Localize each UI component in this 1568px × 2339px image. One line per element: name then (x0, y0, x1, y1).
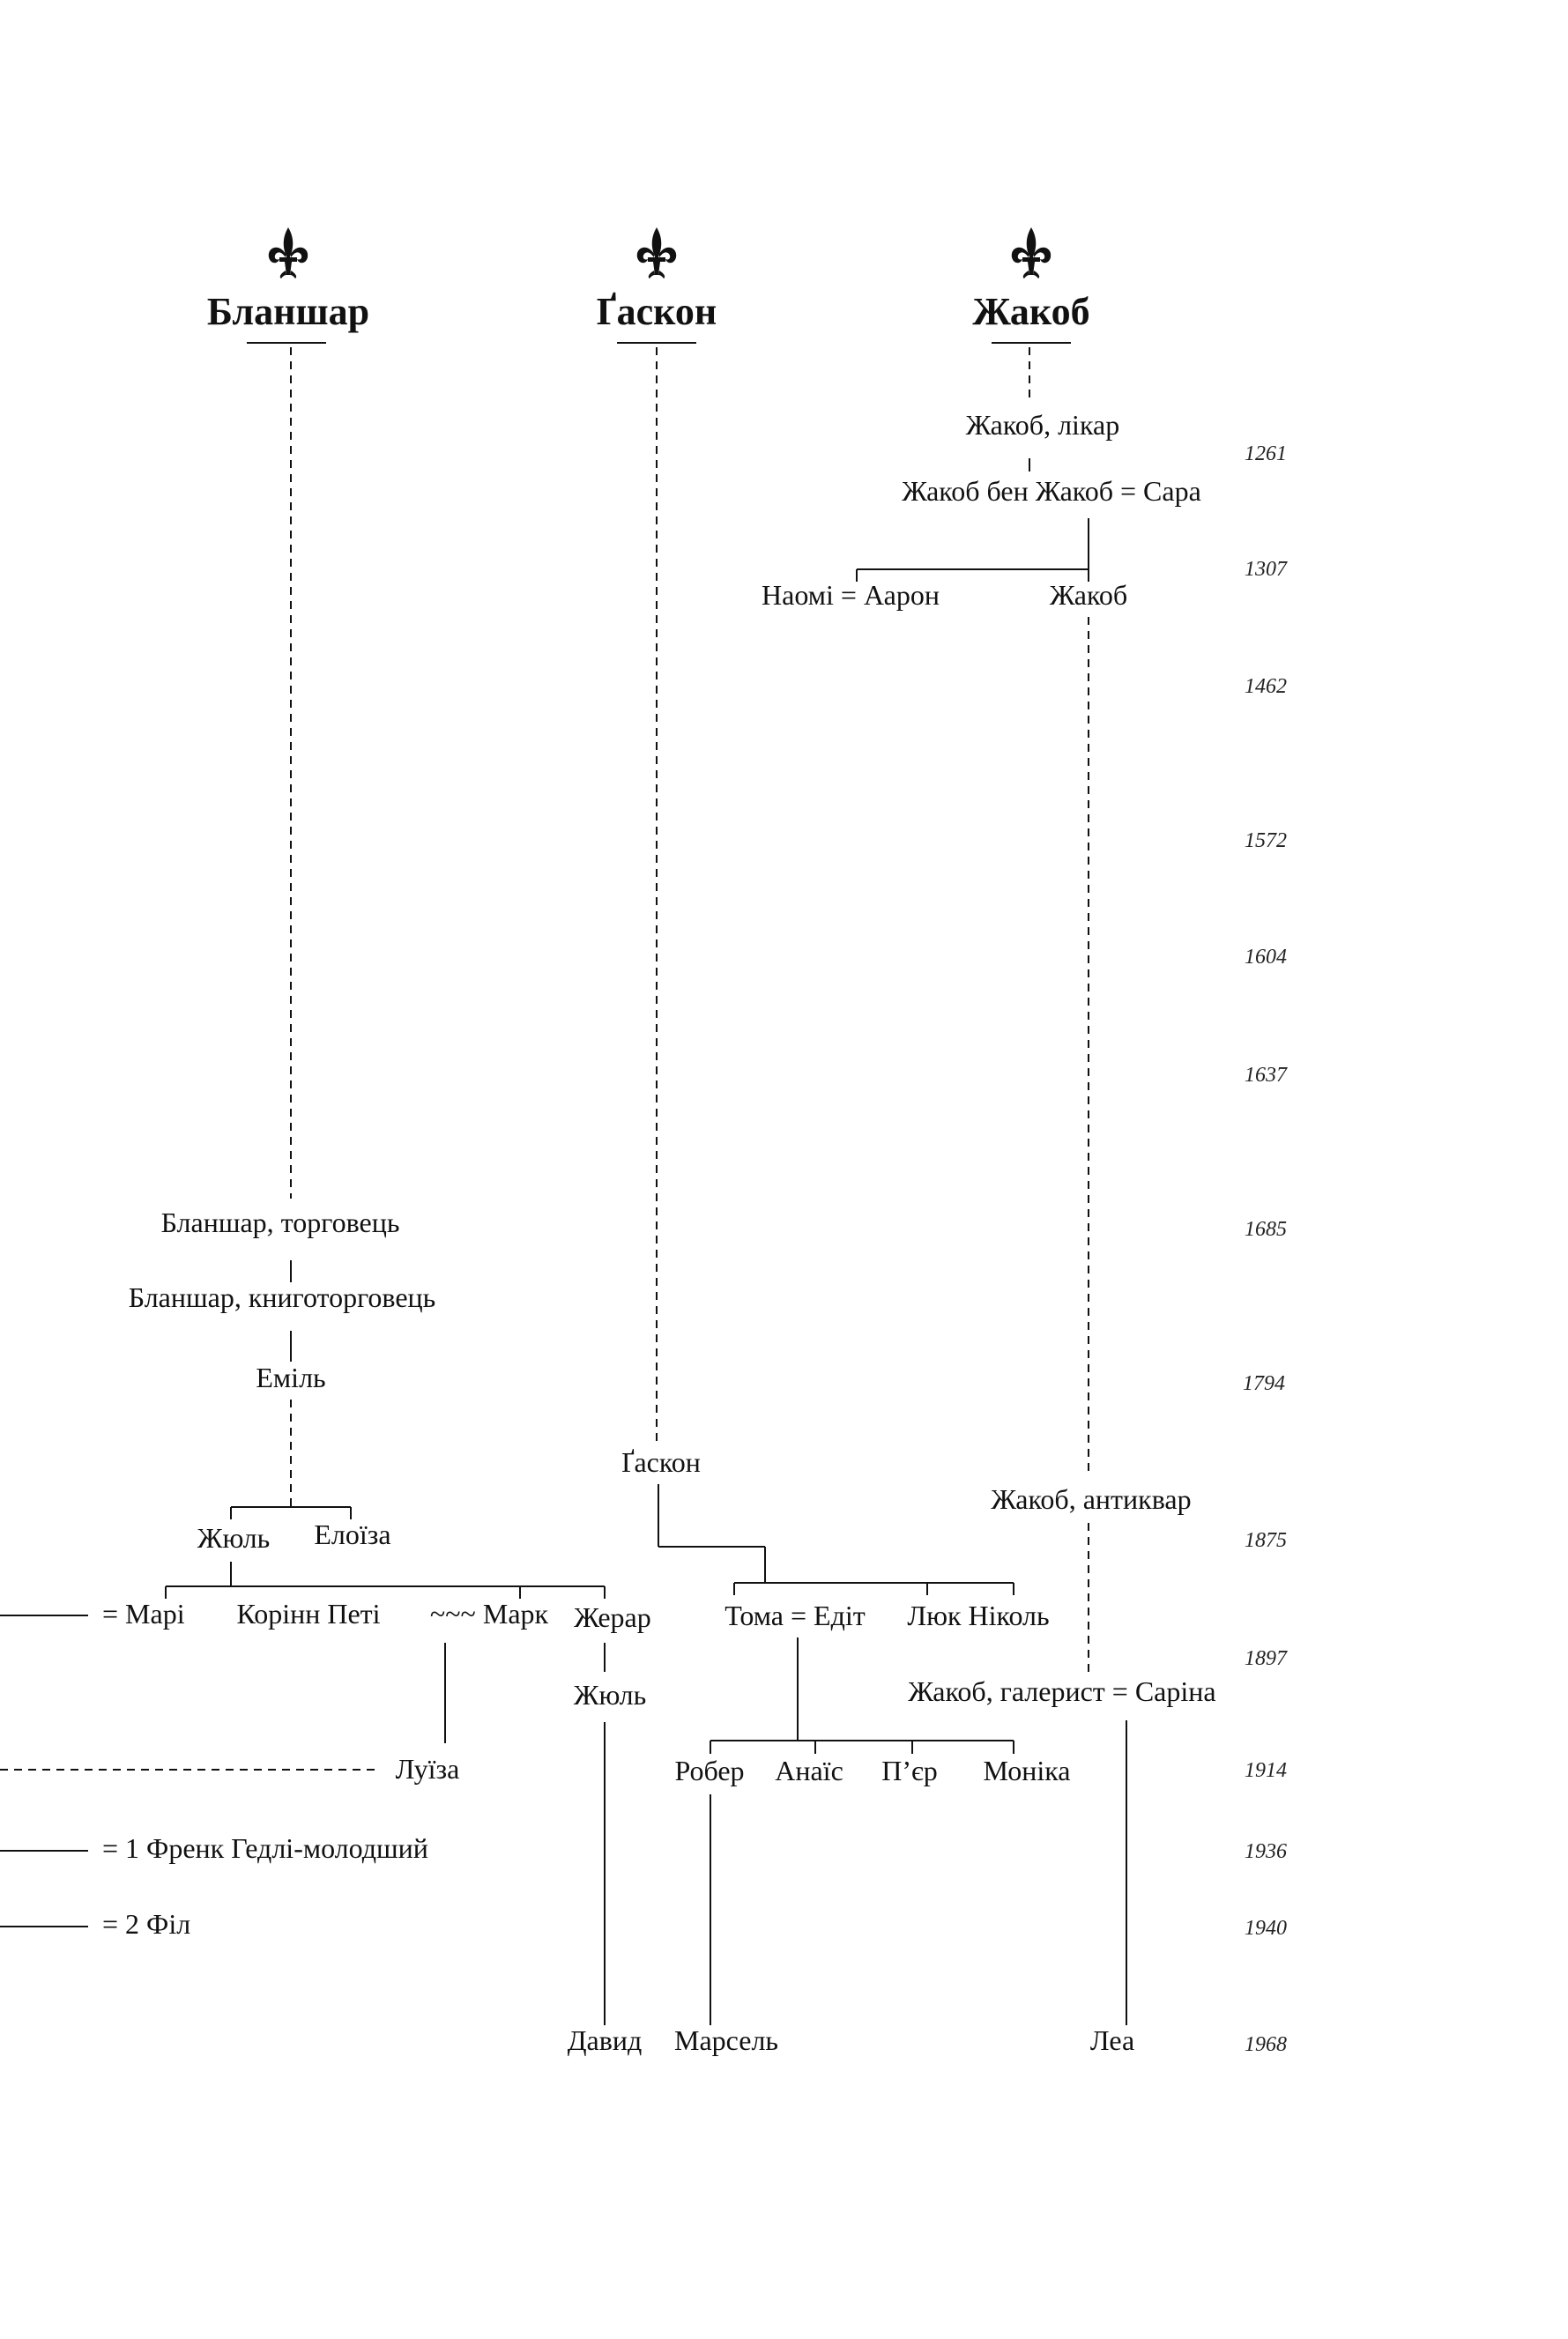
year-label: 1307 (1245, 558, 1287, 581)
person-corinne-petit: Корінн Петі (236, 1598, 381, 1630)
person-emile: Еміль (256, 1362, 326, 1393)
person-pierre: П’єр (881, 1755, 938, 1786)
year-label: 1875 (1245, 1529, 1287, 1552)
year-label: 1936 (1245, 1840, 1287, 1863)
person-luc-nicole: Люк Ніколь (907, 1600, 1050, 1631)
person-blanchard-bookseller: Бланшар, книготорговець (128, 1281, 436, 1313)
person-frank-hadley: = 1 Френк Гедлі-молодший (102, 1832, 428, 1864)
person-marcel: Марсель (673, 2024, 779, 2056)
person-anais: Анаїс (775, 1755, 843, 1786)
year-label: 1604 (1245, 946, 1287, 969)
family-title-gascon: Ґаскон (596, 290, 717, 333)
person-monique: Моніка (983, 1755, 1071, 1786)
person-blanchard-merchant: Бланшар, торговець (160, 1207, 400, 1238)
year-label: 1914 (1245, 1759, 1287, 1782)
person-phil: = 2 Філ (102, 1908, 191, 1940)
person-robert: Робер (674, 1755, 745, 1786)
person-jacob-son: Жакоб (1049, 579, 1128, 611)
person-jacob-gallerist: Жакоб, галерист = Саріна (908, 1675, 1216, 1707)
fleur-de-lis-icon (1012, 227, 1051, 278)
year-label: 1261 (1245, 442, 1287, 465)
year-label: 1637 (1245, 1064, 1287, 1087)
person-jacob-ben-jacob: Жакоб бен Жакоб = Сара (902, 475, 1201, 507)
family-title-blanchard: Бланшар (206, 290, 370, 333)
year-label: 1897 (1245, 1647, 1287, 1670)
year-label: 1940 (1245, 1917, 1287, 1940)
person-jules-2: Жюль (573, 1679, 647, 1711)
person-eloise: Елоїза (314, 1518, 391, 1550)
fleur-de-lis-icon (269, 227, 308, 278)
person-marc: ~~~ Марк (429, 1598, 549, 1630)
person-naomi-aaron: Наомі = Аарон (762, 579, 940, 611)
person-gerard: Жерар (574, 1601, 651, 1633)
person-david: Давид (567, 2024, 643, 2056)
year-label: 1685 (1245, 1218, 1287, 1241)
person-lea: Леа (1089, 2024, 1135, 2056)
person-marie: = Марі (102, 1598, 185, 1630)
year-label: 1968 (1245, 2033, 1287, 2056)
person-louise: Луїза (395, 1753, 460, 1785)
person-jacob-doctor: Жакоб, лікар (965, 409, 1120, 441)
year-label: 1462 (1245, 675, 1287, 698)
person-thomas-edith: Тома = Едіт (725, 1600, 866, 1631)
person-jacob-antiquary: Жакоб, антиквар (991, 1483, 1192, 1515)
person-jules-1: Жюль (197, 1522, 271, 1554)
year-label: 1572 (1245, 829, 1287, 852)
fleur-de-lis-icon (637, 227, 676, 278)
person-gascon: Ґаскон (621, 1446, 701, 1478)
family-title-jacob: Жакоб (972, 290, 1090, 333)
year-label: 1794 (1243, 1372, 1285, 1395)
